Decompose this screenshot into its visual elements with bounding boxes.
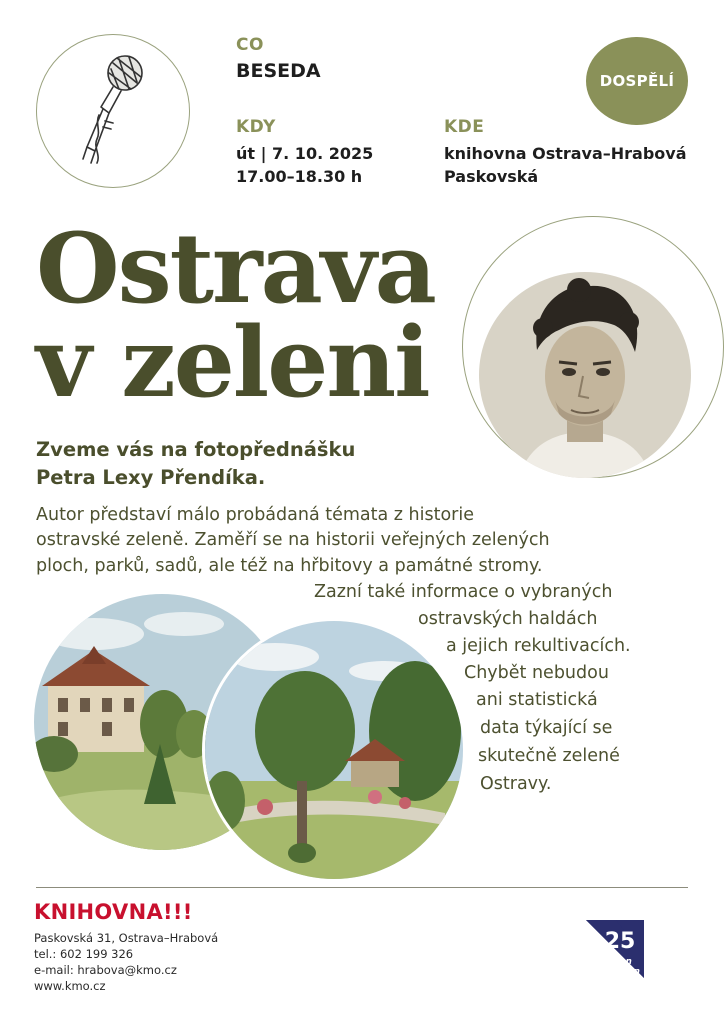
lead-line-1: Zveme vás na fotopřednášku	[36, 438, 356, 461]
microphone-circle	[36, 34, 190, 188]
contact-web[interactable]: www.kmo.cz	[34, 979, 106, 993]
tyden-knihoven-logo	[586, 920, 648, 982]
description-line: data týkající se	[480, 718, 613, 738]
contact-block	[34, 930, 218, 994]
contact-phone: tel.: 602 199 326	[34, 947, 134, 961]
kde-label: KDE	[444, 117, 485, 137]
description-line: Zazní také informace o vybraných	[314, 582, 613, 602]
title-line-1: Ostrava	[36, 212, 435, 325]
description-line: Autor představí málo probádaná témata z historie	[36, 505, 474, 525]
park-photo	[202, 618, 466, 882]
description-line: skutečně zelené	[478, 746, 620, 766]
description-line: ploch, parků, sadů, ale též na hřbitovy a památné stromy.	[36, 556, 543, 576]
library-brand: KNIHOVNA!!!	[34, 900, 193, 924]
kdy-date: út | 7. 10. 2025	[236, 144, 374, 163]
contact-email[interactable]: e-mail: hrabova@kmo.cz	[34, 963, 177, 977]
kde-place: knihovna Ostrava–Hrabová	[444, 144, 687, 163]
logo-line-1: týden	[604, 957, 632, 967]
description-line: Chybět nebudou	[464, 663, 609, 683]
description-line: ostravských haldách	[418, 609, 598, 629]
speaker-portrait	[479, 272, 691, 478]
audience-badge: DOSPĚLÍ	[586, 37, 688, 125]
description-line: ostravské zeleně. Zaměří se na historii veřejných zelených	[36, 530, 550, 550]
co-label: CO	[236, 35, 264, 55]
logo-number: 25	[604, 929, 636, 954]
description-line: ani statistická	[476, 690, 598, 710]
lead-line-2: Petra Lexy Přendíka.	[36, 466, 266, 489]
co-value: BESEDA	[236, 60, 321, 82]
description-line: Ostravy.	[480, 774, 552, 794]
title-line-2: v zeleni	[36, 306, 429, 419]
footer-divider	[36, 887, 688, 888]
microphone-icon	[73, 51, 153, 171]
logo-line-2: knihoven	[596, 967, 640, 977]
kde-street: Paskovská	[444, 167, 539, 186]
kdy-label: KDY	[236, 117, 276, 137]
description-line: a jejich rekultivacích.	[446, 636, 631, 656]
kdy-time: 17.00–18.30 h	[236, 167, 363, 186]
contact-address: Paskovská 31, Ostrava–Hrabová	[34, 931, 219, 945]
